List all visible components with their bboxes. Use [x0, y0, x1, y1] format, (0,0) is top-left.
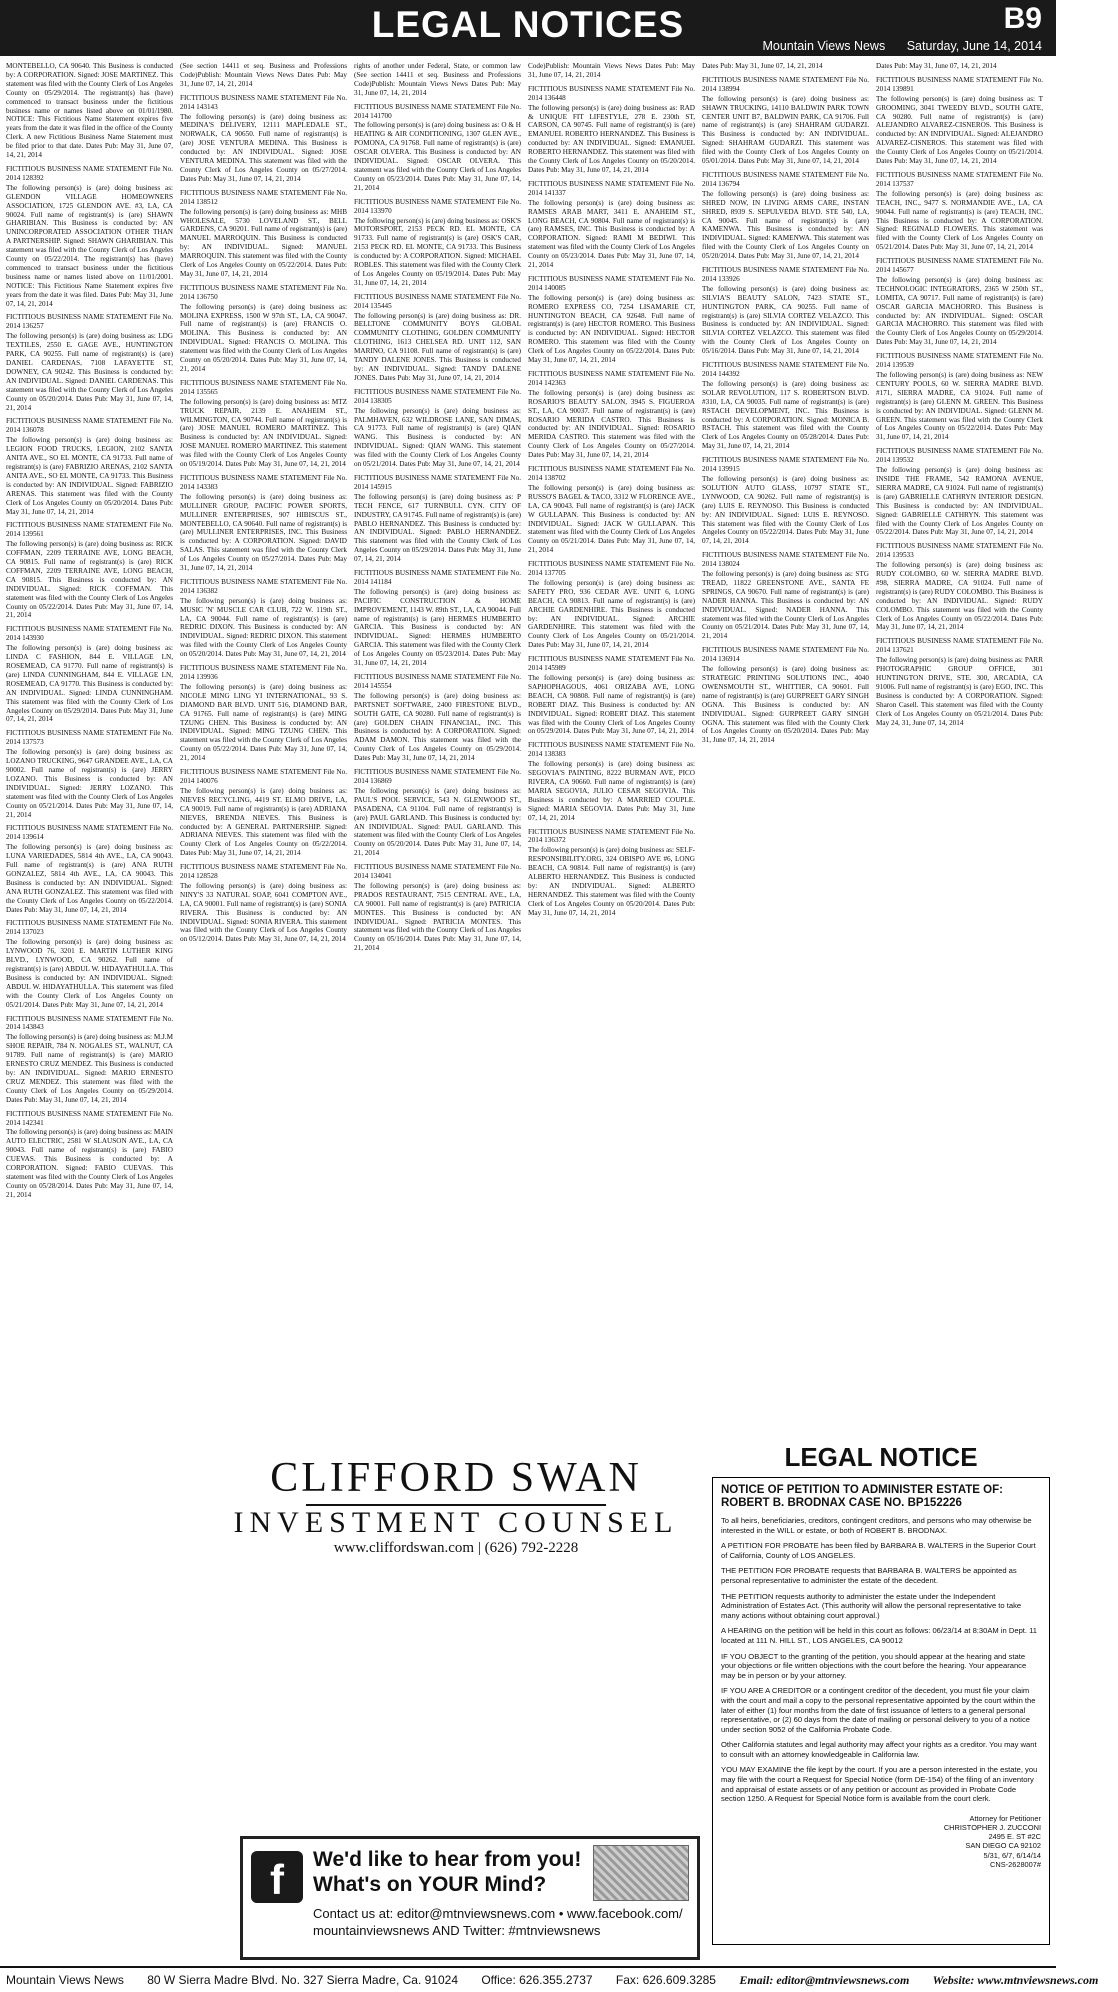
legal-notice-paragraph: IF YOU ARE A CREDITOR or a contingent creditor of the decedent, you must file your claim with the court and mail a copy to the personal representative appointed by the court within the later of either (1) four months from the date of first issuance of letters to a general personal representative, or (2) 60 days from the date of mailing or personal delivery to you of a notice under section 9052 of the California Probate Code.	[721, 1686, 1036, 1734]
issue-date: Saturday, June 14, 2014	[906, 39, 1042, 53]
fictitious-business-notice	[528, 465, 695, 555]
notice-body: The following person(s) is (are) doing business as: MULLINER GROUP, PACIFIC POWER SPORTS, MULLINER ENTERPRISES, 907 HIBISCUS ST., MONTEBELLO, CA 90640. Full name of registrant(s) is (are) MULLINER ENTERPRISES, INC. This Business is conducted by: A CORPORATION. Signed: DAVID SALAS. This statement was filed with the County Clerk of Los Angeles County on 05/27/2014. Dates Pub: May 31, June 07, 14, 21, 2014	[180, 492, 347, 573]
notice-body: The following person(s) is (are) doing business as: LOZANO TRUCKING, 9647 GRANDEE AVE., LA, CA 90002. Full name of registrant(s) is (are) JERRY LOZANO. This Business is conducted by: AN INDIVIDUAL. Signed: JERRY LOZANO. This statement was filed with the County Clerk of Los Angeles County on 05/21/2014. Dates Pub: May 31, June 07, 14, 21, 2014	[6, 748, 173, 819]
notice-body: The following person(s) is (are) doing business as: NINY'S 33 NATURAL SOAP, 6041 COMPTON AVE., LA, CA 90001. Full name of registrant(s) is (are) SONIA RIVERA. This Business is conducted by: AN INDIVIDUAL. Signed: SONIA RIVERA. This statement was filed with the County Clerk of Los Angeles County on 05/12/2014. Dates Pub: May 31, June 07, 14, 21, 2014	[180, 881, 347, 944]
fictitious-business-notice	[6, 625, 173, 724]
notice-body: The following person(s) is (are) doing business as: ROSARIO'S BEAUTY SALON, 3945 S. FIGUEROA ST., LA, CA 90037. Full name of registrant(s) is (are) ROSARIO MERIDA CASTRO. This Business is conducted by: AN INDIVIDUAL. Signed: ROSARIO MERIDA CASTRO. This statement was filed with the County Clerk of Los Angeles County on 05/27/2014. Dates Pub: May 31, June 07, 14, 21, 2014	[528, 388, 695, 460]
notice-body: The following person(s) is (are) doing business as: O & H HEATING & AIR CONDITIONING, 1307 GLEN AVE., POMONA, CA 91768. Full name of registrant(s) is (are) OSCAR OLVERA. This Business is conducted by: AN INDIVIDUAL. Signed: OSCAR OLVERA. This statement was filed with the County Clerk of Los Angeles County on 05/23/2014. Dates Pub: May 31, June 07, 14, 21, 2014	[354, 121, 521, 192]
footer-website[interactable]: Website: www.mtnviewsnews.com	[932, 1973, 1099, 1987]
notice-file-heading: FICTITIOUS BUSINESS NAME STATEMENT File No. 2014 135565	[180, 378, 347, 396]
notice-body: The following person(s) is (are) doing business as: MEDINA'S DELIVERY, 12111 MAPLEDALE ST., NORWALK, CA 90650. Full name of registrant(s) is (are) JOSE VENTURA MEDINA. This Business is conducted by: AN INDIVIDUAL. Signed: JOSE VENTURA MEDINA. This statement was filed with the County Clerk of Los Angeles County on 05/27/2014. Dates Pub: May 31, June 07, 14, 21, 2014	[180, 112, 347, 183]
fictitious-business-notice	[6, 521, 173, 620]
notice-file-heading: FICTITIOUS BUSINESS NAME STATEMENT File No. 2014 139561	[6, 521, 173, 539]
fictitious-business-notice	[6, 417, 173, 516]
notice-file-heading: FICTITIOUS BUSINESS NAME STATEMENT File No. 2014 136448	[528, 84, 695, 102]
notice-body: The following person(s) is (are) doing business as: M.J.M SHOE REPAIR, 784 N. NOGALES ST., WALNUT, CA 91789. Full name of registrant(s) is (are) MARIO ERNESTO CRUZ MENDEZ. This Business is conducted by: AN INDIVIDUAL. Signed: MARIO ERNESTO CRUZ MENDEZ. This statement was filed with the County Clerk of Los Angeles County on 05/29/2014. Dates Pub: May 31, June 07, 14, 21, 2014	[6, 1033, 173, 1104]
fictitious-business-notice	[528, 85, 695, 175]
notice-body: The following person(s) is (are) doing business as: PALMHAVEN, 632 WILDROSE LANE, SAN DIMAS, CA 91773. Full name of registrant(s) is (are) QIAN WANG. This Business is conducted by: AN INDIVIDUAL. Signed: QIAN WANG. This statement was filed with the County Clerk of Los Angeles County on 05/21/2014. Dates Pub: May 31, June 07, 14, 21, 2014	[354, 406, 521, 469]
notice-file-heading: FICTITIOUS BUSINESS NAME STATEMENT File No. 2014 133970	[354, 197, 521, 215]
notice-body: The following person(s) is (are) doing business as: LDG TEXTILES, 2550 E. GAGE AVE., HUNTINGTON PARK, CA 90255. Full name of registrant(s) is (are) DANIEL CARDENAS, 7108 LAFAYETTE ST, DOWNEY, CA 90242. This Business is conducted by: AN INDIVIDUAL. Signed: DANIEL CARDENAS. This statement was filed with the County Clerk of Los Angeles County on 05/20/2014. Dates Pub: May 31, June 07, 14, 21, 2014	[6, 332, 173, 412]
notice-body: The following person(s) is (are) doing business as: NIEVES RECYCLING, 4419 ST. ELMO DRIVE, LA, CA 90019. Full name of registrant(s) is (are) ADRIANA NIEVES, BRENDA NIEVES. This Business is conducted by: A GENERAL PARTNERSHIP. Signed: ADRIANA NIEVES. This statement was filed with the County Clerk of Los Angeles County on 05/22/2014. Dates Pub: May 31, June 07, 14, 21, 2014	[180, 786, 347, 858]
notice-body: The following person(s) is (are) doing business as: OSK'S MOTORSPORT, 2153 PECK RD. EL MONTE, CA 91733. Full name of registrant(s) is (are) OSK'S CAR, 2153 PECK RD. EL MONTE, CA 91733. This Business is conducted by: A CORPORATION. Signed: MICHAEL ROBLES. This statement was filed with the County Clerk of Los Angeles County on 05/19/2014. Dates Pub: May 31, June 07, 14, 21, 2014	[354, 216, 521, 287]
fictitious-business-notice	[354, 293, 521, 383]
fictitious-business-notice	[702, 646, 869, 745]
notice-body: The following person(s) is (are) doing business as: LYNWOOD 76, 3201 E. MARTIN LUTHER KING BLVD., LYNWOOD, CA 90262. Full name of registrant(s) is (are) ABDUL W. HIDAYATHULLA. This Business is conducted by: AN INDIVIDUAL. Signed: ABDUL W. HIDAYATHULLA. This statement was filed with the County Clerk of Los Angeles County on 05/21/2014. Dates Pub: May 31, June 07, 14, 21, 2014	[6, 938, 173, 1009]
footer-fax: Fax: 626.609.3285	[615, 1973, 716, 1987]
legal-notice-paragraph: THE PETITION requests authority to administer the estate under the Independent Administration of Estates Act. (This authority will allow the personal representative to take many actions without obtaining court approval.)	[721, 1591, 1022, 1620]
notice-body: (See section 14411 et seq. Business and Professions Code)Publish: Mountain Views News Dates Pub: May 31, June 07, 14, 21, 2014	[180, 62, 347, 88]
legal-notice-paragraph: IF YOU OBJECT to the granting of the petition, you should appear at the hearing and state your objections or file written objections with the court before the hearing. Your appearance may be in person or by your attorney.	[721, 1651, 1027, 1680]
notice-file-heading: FICTITIOUS BUSINESS NAME STATEMENT File No. 2014 137023	[6, 919, 173, 937]
section-title: LEGAL NOTICES	[371, 4, 685, 45]
notice-body: The following person(s) is (are) doing business as: PAUL'S POOL SERVICE, 543 N. GLENWOOD ST., PASADENA, CA 91104. Full name of registrant(s) is (are) PAUL GARLAND. This Business is conducted by: AN INDIVIDUAL. Signed: PAUL GARLAND. This statement was filed with the County Clerk of Los Angeles County on 05/20/2014. Dates Pub: May 31, June 07, 14, 21, 2014	[354, 786, 521, 858]
notice-body: Code)Publish: Mountain Views News Dates Pub: May 31, June 07, 14, 21, 2014	[528, 62, 695, 79]
attorney-line: Attorney for Petitioner	[969, 1813, 1041, 1823]
fictitious-business-notice	[528, 560, 695, 650]
notice-body: The following person(s) is (are) doing business as: SHRED NOW, IN LIVING ARMS CARE, INSTAN SHRED, 8939 S. SEPULVEDA BLVD. STE 540, LA, CA 90045. Full name of registrant(s) is (are) KAMENWA. This Business is conducted by: AN INDIVIDUAL. Signed: KAMENWA. This statement was filed with the County Clerk of Los Angeles County on 05/20/2014. Dates Pub: May 31, June 07, 14, 21, 2014	[702, 189, 869, 261]
notice-body: The following person(s) is (are) doing business as: NICOLE MING LING YI INTERNATIONAL, 93 S. DIAMOND BAR BLVD. UNIT 516, DIAMOND BAR, CA 91765. Full name of registrant(s) is (are) MING TZUNG CHEN. This Business is conducted by: AN INDIVIDUAL. Signed: MING TZUNG CHEN. This statement was filed with the County Clerk of Los Angeles County on 05/22/2014. Dates Pub: May 31, June 07, 14, 21, 2014	[180, 682, 347, 763]
footer-paper: Mountain Views News	[6, 1973, 124, 1987]
fictitious-business-notice	[876, 62, 1043, 71]
page-footer	[0, 1966, 1099, 1992]
fictitious-business-notice	[354, 103, 521, 193]
footer-address: 80 W Sierra Madre Blvd. No. 327 Sierra Madre, Ca. 91024	[147, 1973, 458, 1987]
fictitious-business-notice	[6, 824, 173, 914]
notice-file-heading: FICTITIOUS BUSINESS NAME STATEMENT File No. 2014 138512	[180, 188, 347, 206]
notice-body: The following person(s) is (are) doing business as: TEACH, INC., 9477 S. NORMANDIE AVE., LA, CA 90044. Full name of registrant(s) is (are) TEACH, INC. This Business is conducted by: A CORPORATION. Signed: REGINALD FLOWERS. This statement was filed with the County Clerk of Los Angeles County on 05/21/2014. Dates Pub: May 31, June 07, 14, 21, 2014	[876, 189, 1043, 252]
notice-file-heading: FICTITIOUS BUSINESS NAME STATEMENT File No. 2014 136257	[6, 313, 173, 331]
notice-body: Dates Pub: May 31, June 07, 14, 21, 2014	[702, 62, 823, 70]
notice-file-heading: FICTITIOUS BUSINESS NAME STATEMENT File No. 2014 138994	[702, 75, 869, 93]
attorney-line: 5/31, 6/7, 6/14/14	[983, 1850, 1041, 1860]
footer-email[interactable]: Email: editor@mtnviewsnews.com	[739, 1973, 910, 1987]
notice-file-heading: FICTITIOUS BUSINESS NAME STATEMENT File No. 2014 137705	[528, 560, 695, 578]
notice-file-heading: FICTITIOUS BUSINESS NAME STATEMENT File No. 2014 144392	[702, 361, 869, 378]
fictitious-business-notice	[180, 62, 347, 89]
notice-body: The following person(s) is (are) doing business as: GLENDON VILLAGE HOMEOWNERS ASSOCIATION, 1725 GLENDON AVE. #3, LA, CA 90024. Full name of registrant(s) is (are) SHAWN GHARIBIAN. This Business is conducted by: AN UNINCORPORATED ASSOCIATION OTHER THAN A PARTNERSHIP. Signed: SHAWN GHARIBIAN. This statement was filed with the County Clerk of Los Angeles County on 05/22/2014. The registrant(s) has (have) commenced to transact business under the fictitious business name or names listed above on 11/01/2001. NOTICE: This Fictitious Name Statement expires five years from the date it was filed. Dates Pub: May 31, June 07, 14, 21, 2014	[6, 183, 173, 308]
fictitious-business-notice	[6, 313, 173, 412]
attorney-block	[721, 1814, 1041, 1869]
fictitious-business-notice	[354, 673, 521, 763]
fictitious-business-notice	[876, 171, 1043, 252]
notice-body: The following person(s) is (are) doing business as: ROMERO EXPRESS CO, 7254 LISAMARIE CT, HUNTINGTON BEACH, CA 92648. Full name of registrant(s) is (are) HECTOR ROMERO. This Business is conducted by: AN INDIVIDUAL. Signed: HECTOR ROMERO. This statement was filed with the County Clerk of Los Angeles County on 05/22/2014. Dates Pub: May 31, June 07, 14, 21, 2014	[528, 293, 695, 365]
fictitious-business-notice	[876, 76, 1043, 166]
notice-file-heading: FICTITIOUS BUSINESS NAME STATEMENT File No. 2014 128528	[180, 863, 347, 881]
notice-file-heading: FICTITIOUS BUSINESS NAME STATEMENT File No. 2014 145554	[354, 673, 521, 690]
attorney-line: CNS-2628007#	[990, 1859, 1041, 1869]
fictitious-business-notice	[6, 729, 173, 819]
notice-column	[876, 62, 1043, 1122]
notice-body: The following person(s) is (are) doing business as: STRATEGIC PRINTING SOLUTIONS INC., 4040 OWENSMOUTH ST., WHITTIER, CA 90601. Full name of registrant(s) is (are) GURPREET GARY SINGH OGNA. This Business is conducted by: AN INDIVIDUAL. Signed: GURPREET GARY SINGH OGNA. This statement was filed with the County Clerk of Los Angeles County on 05/20/2014. Dates Pub: May 31, June 07, 14, 21, 2014	[702, 665, 869, 745]
masthead	[0, 0, 1056, 56]
fictitious-business-notice	[180, 284, 347, 374]
fictitious-business-notice	[528, 180, 695, 270]
notice-body: The following person(s) is (are) doing business as: MTZ TRUCK REPAIR, 2139 E. ANAHEIM ST., WILMINGTON, CA 90744. Full name of registrant(s) is (are) JOSE MANUEL ROMERO MARTINEZ. This Business is conducted by: AN INDIVIDUAL. Signed: JOSE MANUEL ROMERO MARTINEZ. This statement was filed with the County Clerk of Los Angeles County on 05/19/2014. Dates Pub: May 31, June 07, 14, 21, 2014	[180, 397, 347, 469]
fictitious-business-notice	[354, 863, 521, 953]
notice-column	[180, 62, 347, 1442]
fictitious-business-notice	[180, 768, 347, 858]
notice-file-heading: FICTITIOUS BUSINESS NAME STATEMENT File No. 2014 128392	[6, 164, 173, 182]
notice-body: The following person(s) is (are) doing business as: STG TREAD, 11822 GREENSTONE AVE., SANTA FE SPRINGS, CA 90670. Full name of registrant(s) is (are) NADER HANNA. This Business is conducted by: AN INDIVIDUAL. Signed: NADER HANNA. This statement was filed with the County Clerk of Los Angeles County on 05/21/2014. Dates Pub: May 31, June 07, 14, 21, 2014	[702, 570, 869, 641]
ad-contact[interactable]: www.cliffordswan.com | (626) 792-2228	[333, 1540, 579, 1556]
notice-body: The following person(s) is (are) doing business as: SOLAR REVOLUTION, 117 S. ROBERTSON BLVD. #310, LA, CA 90035. Full name of registrant(s) is (are) RSTACH DEVELOPMENT, INC. This Business is conducted by: A CORPORATION. Signed: MONICA B. RSTACH. This statement was filed with the County Clerk of Los Angeles County on 05/28/2014. Dates Pub: May 31, June 07, 14, 21, 2014	[702, 379, 869, 451]
fictitious-business-notice	[6, 1015, 173, 1105]
fictitious-business-notice	[354, 388, 521, 469]
facebook-icon[interactable]: f	[251, 1851, 303, 1903]
notice-file-heading: FICTITIOUS BUSINESS NAME STATEMENT File No. 2014 136078	[6, 417, 173, 435]
notice-file-heading: FICTITIOUS BUSINESS NAME STATEMENT File No. 2014 139891	[876, 75, 1043, 93]
notice-column	[6, 62, 173, 1958]
notice-body: The following person(s) is (are) doing business as: MHB WHOLESALE, 5730 LOVELAND ST., BELL GARDENS, CA 90201. Full name of registrant(s) is (are) MANUEL MARROQUIN. This Business is conducted by: AN INDIVIDUAL. Signed: MANUEL MARROQUIN. This statement was filed with the County Clerk of Los Angeles County on 05/22/2014. Dates Pub: May 31, June 07, 14, 21, 2014	[180, 207, 347, 278]
notice-file-heading: FICTITIOUS BUSINESS NAME STATEMENT File No. 2014 142363	[528, 370, 695, 387]
legal-notice-title: LEGAL NOTICE	[784, 1442, 978, 1472]
notice-file-heading: FICTITIOUS BUSINESS NAME STATEMENT File No. 2014 136382	[180, 577, 347, 595]
fictitious-business-notice	[528, 275, 695, 365]
fictitious-business-notice	[180, 863, 347, 944]
notice-body: The following person(s) is (are) doing business as: PACIFIC CONSTRUCTION & HOME IMPROVEMENT, 1143 W. 89th ST., LA, CA 90044. Full name of registrant(s) is (are) HERMES HUMBERTO GARCIA. This Business is conducted by: AN INDIVIDUAL. Signed: HERMES HUMBERTO GARCIA. This statement was filed with the County Clerk of Los Angeles County on 05/23/2014. Dates Pub: May 31, June 07, 14, 21, 2014	[354, 587, 521, 668]
notice-body: The following person(s) is (are) doing business as: SILVIA'S BEAUTY SALON, 7423 STATE ST., HUNTINGTON PARK, CA 90255. Full name of registrant(s) is (are) SILVIA CORTEZ VELAZCO. This Business is conducted by: AN INDIVIDUAL. Signed: SILVIA CORTEZ VELAZCO. This statement was filed with the County Clerk of Los Angeles County on 05/16/2014. Dates Pub: May 31, June 07, 14, 21, 2014	[702, 284, 869, 356]
legal-notice-paragraph: THE PETITION FOR PROBATE requests that BARBARA B. WALTERS be appointed as personal representative to administer the estate of the decedent.	[721, 1566, 1017, 1585]
notice-file-heading: FICTITIOUS BUSINESS NAME STATEMENT File No. 2014 143843	[6, 1014, 173, 1032]
fictitious-business-notice	[702, 62, 869, 71]
fictitious-business-notice	[702, 361, 869, 451]
fictitious-business-notice	[180, 189, 347, 279]
fictitious-business-notice	[354, 768, 521, 858]
issue-info	[744, 39, 1042, 53]
fictitious-business-notice	[180, 578, 347, 659]
fictitious-business-notice	[354, 474, 521, 564]
ad-company-name: CLIFFORD SWAN	[270, 1455, 642, 1501]
fictitious-business-notice	[702, 171, 869, 261]
notice-column	[354, 62, 521, 1442]
attorney-line: CHRISTOPHER J. ZUCCONI	[943, 1823, 1041, 1833]
feedback-ad[interactable]	[240, 1836, 700, 1960]
legal-notice-paragraph: A HEARING on the petition will be held in this court as follows: 06/23/14 at 8:30AM in Dept. 11 located at 111 N. HILL ST., LOS ANGELES, CA 90012	[721, 1626, 1038, 1645]
feedback-contact[interactable]	[313, 1905, 689, 1939]
notice-file-heading: FICTITIOUS BUSINESS NAME STATEMENT File No. 2014 135445	[354, 292, 521, 310]
notice-file-heading: FICTITIOUS BUSINESS NAME STATEMENT File No. 2014 139915	[702, 456, 869, 474]
notice-file-heading: FICTITIOUS BUSINESS NAME STATEMENT File No. 2014 136750	[180, 283, 347, 301]
fictitious-business-notice	[180, 94, 347, 184]
notice-file-heading: FICTITIOUS BUSINESS NAME STATEMENT File No. 2014 138702	[528, 465, 695, 482]
fictitious-business-notice	[876, 447, 1043, 537]
notice-body: The following person(s) is (are) doing business as: TECHNOLOGIC INTEGRATORS, 2365 W 250th ST., LOMITA, CA 90717. Full name of registrant(s) is (are) OSCAR GARCIA MACHORRO. This Business is conducted by: AN INDIVIDUAL. Signed: OSCAR GARCIA MACHORRO. This statement was filed with the County Clerk of Los Angeles County on 05/29/2014. Dates Pub: May 31, June 07, 14, 21, 2014	[876, 275, 1043, 347]
notice-file-heading: FICTITIOUS BUSINESS NAME STATEMENT File No. 2014 137537	[876, 170, 1043, 188]
fictitious-business-notice	[180, 379, 347, 469]
fictitious-business-notice	[876, 257, 1043, 347]
notice-file-heading: FICTITIOUS BUSINESS NAME STATEMENT File No. 2014 139539	[876, 352, 1043, 370]
notice-file-heading: FICTITIOUS BUSINESS NAME STATEMENT File No. 2014 145915	[354, 473, 521, 491]
notice-file-heading: FICTITIOUS BUSINESS NAME STATEMENT File No. 2014 139533	[876, 542, 1043, 560]
fictitious-business-notice	[180, 474, 347, 573]
fictitious-business-notice	[528, 828, 695, 918]
fictitious-business-notice	[180, 664, 347, 763]
clifford-swan-ad[interactable]	[215, 1448, 697, 1556]
notice-body: The following person(s) is (are) doing business as: SELF-RESPONSIBILITY.ORG, 324 OBISPO AVE #6, LONG BEACH, CA 90814. Full name of registrant(s) is (are) ALBERTO HERNANDEZ. This Business is conducted by: AN INDIVIDUAL. Signed: ALBERTO HERNANDEZ. This statement was filed with the County Clerk of Los Angeles County on 05/20/2014. Dates Pub: May 31, June 07, 14, 21, 2014	[528, 846, 695, 917]
fictitious-business-notice	[876, 352, 1043, 442]
fictitious-business-notice	[354, 198, 521, 288]
fictitious-business-notice	[528, 370, 695, 460]
fictitious-business-notice	[702, 551, 869, 641]
feedback-line-2: What's on YOUR Mind?	[313, 1873, 547, 1896]
notice-file-heading: FICTITIOUS BUSINESS NAME STATEMENT File No. 2014 145989	[528, 655, 695, 673]
notice-file-heading: FICTITIOUS BUSINESS NAME STATEMENT File No. 2014 138024	[702, 551, 869, 569]
attorney-line: 2495 E. ST #2C	[988, 1832, 1041, 1842]
ad-tagline: INVESTMENT COUNSEL	[233, 1506, 679, 1539]
notice-column	[528, 62, 695, 1432]
notice-file-heading: FICTITIOUS BUSINESS NAME STATEMENT File No. 2014 143143	[180, 93, 347, 111]
feedback-headline	[313, 1847, 581, 1897]
notice-body: rights of another under Federal, State, or common law (See section 14411 et seq. Business and Professions Code)Publish: Mountain Views News Dates Pub: May 31, June 07, 14, 21, 2014	[354, 62, 521, 97]
fictitious-business-notice	[702, 456, 869, 546]
notice-body: The following person(s) is (are) doing business as: PARR PHOTOGRAPHIC GROUP OFFICE, 301 HUNTINGTON DRIVE, STE. 300, ARCADIA, CA 91006. Full name of registrant(s) is (are) EGO, INC. This Business is conducted by: A CORPORATION. Signed: Sharon Casell. This statement was filed with the County Clerk of Los Angeles County on 05/21/2014. Dates Pub: May 24, 31, June 07, 14, 2014	[876, 656, 1043, 727]
contact-line-2[interactable]: mountainviewsnews AND Twitter: #mtnviewsnews	[313, 1923, 601, 1938]
notice-file-heading: FICTITIOUS BUSINESS NAME STATEMENT File No. 2014 143930	[6, 625, 173, 643]
notice-file-heading: FICTITIOUS BUSINESS NAME STATEMENT File No. 2014 139614	[6, 824, 173, 842]
legal-notice-paragraph: Other California statutes and legal authority may affect your rights as a creditor. You may want to consult with an attorney knowledgeable in California law.	[721, 1740, 1037, 1759]
fictitious-business-notice	[528, 741, 695, 822]
notice-body: Dates Pub: May 31, June 07, 14, 21, 2014	[876, 62, 997, 70]
notice-body: The following person(s) is (are) doing business as: SHAWN TRUCKING, 14110 BALDWIN PARK TOWN CENTER UNIT B7, BALDWIN PARK, CA 91706. Full name of registrant(s) is (are) SHAHRAM GUDARZI. This Business is conducted by: AN INDIVIDUAL. Signed: SHAHRAM GUDARZI. This statement was filed with the County Clerk of Los Angeles County on 05/01/2014. Dates Pub: May 31, June 07, 14, 21, 2014	[702, 94, 869, 166]
notice-body: The following person(s) is (are) doing business as: MOLINA EXPRESS, 1500 W 97th ST., LA, CA 90047. Full name of registrant(s) is (are) FRANCIS O. MOLINA. This Business is conducted by: AN INDIVIDUAL. Signed: FRANCIS O. MOLINA. This statement was filed with the County Clerk of Los Angeles County on 05/20/2014. Dates Pub: May 31, June 07, 14, 21, 2014	[180, 302, 347, 373]
notice-body: The following person(s) is (are) doing business as: NEW CENTURY POOLS, 60 W. SIERRA MADRE BLVD. #171, SIERRA MADRE, CA 91024. Full name of registrant(s) is (are) GLENN M. GREEN. This Business is conducted by: AN INDIVIDUAL. Signed: GLENN M. GREEN. This statement was filed with the County Clerk of Los Angeles County on 05/22/2014. Dates Pub: May 31, June 07, 14, 21, 2014	[876, 371, 1043, 442]
notice-file-heading: FICTITIOUS BUSINESS NAME STATEMENT File No. 2014 140076	[180, 768, 347, 785]
notice-file-heading: FICTITIOUS BUSINESS NAME STATEMENT File No. 2014 139936	[180, 664, 347, 681]
probate-legal-notice	[712, 1442, 1050, 1952]
contact-line-1[interactable]: Contact us at: editor@mtnviewsnews.com • www.facebook.com/	[313, 1906, 683, 1921]
fictitious-business-notice	[876, 542, 1043, 632]
notice-file-heading: FICTITIOUS BUSINESS NAME STATEMENT File No. 2014 136869	[354, 768, 521, 785]
legal-notice-heading: NOTICE OF PETITION TO ADMINISTER ESTATE OF: ROBERT B. BRODNAX CASE NO. BP152226	[721, 1484, 1003, 1509]
fictitious-business-notice	[354, 62, 521, 98]
megaphone-image	[593, 1845, 689, 1901]
fictitious-business-notice	[528, 62, 695, 80]
fictitious-business-notice	[354, 569, 521, 668]
fictitious-business-notice	[6, 1110, 173, 1200]
notice-file-heading: FICTITIOUS BUSINESS NAME STATEMENT File No. 2014 138305	[354, 387, 521, 405]
notice-file-heading: FICTITIOUS BUSINESS NAME STATEMENT File No. 2014 140085	[528, 274, 695, 292]
notice-body: The following person(s) is (are) doing business as: MUSIC 'N' MUSCLE CAR CLUB, 722 W. 119th ST., LA, CA 90044. Full name of registrant(s) is (are) REDRIC DIXON. This Business is conducted by: AN INDIVIDUAL. Signed: REDRIC DIXON. This statement was filed with the County Clerk of Los Angeles County on 05/20/2014. Dates Pub: May 31, June 07, 14, 21, 2014	[180, 596, 347, 659]
notice-file-heading: FICTITIOUS BUSINESS NAME STATEMENT File No. 2014 136914	[702, 646, 869, 664]
fictitious-business-notice	[6, 919, 173, 1009]
notice-file-heading: FICTITIOUS BUSINESS NAME STATEMENT File No. 2014 134041	[354, 863, 521, 881]
notice-file-heading: FICTITIOUS BUSINESS NAME STATEMENT File No. 2014 141184	[354, 569, 521, 586]
notice-file-heading: FICTITIOUS BUSINESS NAME STATEMENT File No. 2014 142341	[6, 1109, 173, 1127]
page-number: B9	[1003, 2, 1042, 35]
notice-body: The following person(s) is (are) doing business as: SAFETY PRO, 936 CEDAR AVE. UNIT 6, LONG BEACH, CA 90813. Full name of registrant(s) is (are) ARCHIE GARDENHIRE. This Business is conducted by: AN INDIVIDUAL. Signed: ARCHIE GARDENHIRE. This statement was filed with the County Clerk of Los Angeles County on 05/21/2014. Dates Pub: May 31, June 07, 14, 21, 2014	[528, 578, 695, 650]
fictitious-business-notice	[702, 76, 869, 166]
notice-body: The following person(s) is (are) doing business as: LUNA VARIEDADES, 5814 4th AVE., LA, CA 90043. Full name of registrant(s) is (are) ANA RUTH GONZALEZ, 5814 4th AVE., LA, CA 90043. This Business is conducted by: AN INDIVIDUAL. Signed: ANA RUTH GONZALEZ. This statement was filed with the County Clerk of Los Angeles County on 05/22/2014. Dates Pub: May 31, June 07, 14, 21, 2014	[6, 843, 173, 914]
legal-notice-frame	[712, 1477, 1050, 1945]
notice-body: The following person(s) is (are) doing business as: SAPHOPHAGOUS, 4061 ORIZABA AVE, LONG BEACH, CA 90808. Full name of registrant(s) is (are) ROBERT DIAZ. This Business is conducted by: AN INDIVIDUAL. Signed: ROBERT DIAZ. This statement was filed with the County Clerk of Los Angeles County on 05/29/2014. Dates Pub: May 31, June 07, 14, 21, 2014	[528, 674, 695, 736]
notice-file-heading: FICTITIOUS BUSINESS NAME STATEMENT File No. 2014 137573	[6, 729, 173, 747]
notice-body: The following person(s) is (are) doing business as: INSIDE THE FRAME, 542 RAMONA AVENUE, SIERRA MADRE, CA 91024. Full name of registrant(s) is (are) GABRIELLE CATHRYN INTERIOR DESIGN. This Business is conducted by: AN INDIVIDUAL. Signed: GABRIELLE CATHRYN. This statement was filed with the County Clerk of Los Angeles County on 05/22/2014. Dates Pub: May 31, June 07, 14, 21, 2014	[876, 466, 1043, 537]
notice-body: The following person(s) is (are) doing business as: RUDY COLOMBO, 60 W. SIERRA MADRE BLVD. #98, SIERRA MADRE, CA 91024. Full name of registrant(s) is (are) RUDY COLOMBO. This Business is conducted by: AN INDIVIDUAL. Signed: RUDY COLOMBO. This statement was filed with the County Clerk of Los Angeles County on 05/22/2014. Dates Pub: May 31, June 07, 14, 21, 2014	[876, 561, 1043, 632]
legal-notice-paragraph: To all heirs, beneficiaries, creditors, contingent creditors, and persons who may otherwise be interested in the WILL or estate, or both of ROBERT B. BRODNAX.	[721, 1516, 1032, 1535]
legal-notice-paragraph: A PETITION FOR PROBATE has been filed by BARBARA B. WALTERS in the Superior Court of California, County of LOS ANGELES.	[721, 1541, 1036, 1560]
fictitious-business-notice	[6, 62, 173, 160]
fictitious-business-notice	[876, 637, 1043, 727]
notice-column	[702, 62, 869, 1122]
notice-file-heading: FICTITIOUS BUSINESS NAME STATEMENT File No. 2014 137621	[876, 637, 1043, 655]
fictitious-business-notice	[702, 266, 869, 356]
notice-body: The following person(s) is (are) doing business as: P TECH FENCE, 617 TURNBULL CYN. CITY OF INDUSTRY, CA 91745. Full name of registrant(s) is (are) PABLO HERNANDEZ. This Business is conducted by: AN INDIVIDUAL. Signed: PABLO HERNANDEZ. This statement was filed with the County Clerk of Los Angeles County on 05/29/2014. Dates Pub: May 31, June 07, 14, 21, 2014	[354, 492, 521, 564]
notice-file-heading: FICTITIOUS BUSINESS NAME STATEMENT File No. 2014 136372	[528, 827, 695, 845]
paper-name: Mountain Views News	[762, 39, 886, 53]
notice-body: The following person(s) is (are) doing business as: SEGOVIA'S PAINTING, 8222 BURMAN AVE, PICO RIVERA, CA 90660. Full name of registrant(s) is (are) MARIA SEGOVIA, JULIO CESAR SEGOVIA. This Business is conducted by: A MARRIED COUPLE. Signed: MARIA SEGOVIA. Dates Pub: May 31, June 07, 14, 21, 2014	[528, 760, 695, 822]
notice-file-heading: FICTITIOUS BUSINESS NAME STATEMENT File No. 2014 143383	[180, 473, 347, 491]
notice-body: The following person(s) is (are) doing business as: RAMSES ARAB MART, 3411 E. ANAHEIM ST., LONG BEACH, CA 90804. Full name of registrant(s) is (are) RAMSES, INC. This Business is conducted by: A CORPORATION. Signed: RAMI M BEDIWI. This statement was filed with the County Clerk of Los Angeles County on 05/23/2014. Dates Pub: May 31, June 07, 14, 21, 2014	[528, 198, 695, 270]
notice-body: The following person(s) is (are) doing business as: PARTSNET SOFTWARE, 2400 FIRESTONE BLVD., SOUTH GATE, CA 90280. Full name of registrant(s) is (are) GOLDEN CHAIN FINANCIAL, INC. This Business is conducted by: A CORPORATION. Signed: ADAM DAMON. This statement was filed with the County Clerk of Los Angeles County on 05/29/2014. Dates Pub: May 31, June 07, 14, 21, 2014	[354, 691, 521, 763]
notice-file-heading: FICTITIOUS BUSINESS NAME STATEMENT File No. 2014 136794	[702, 170, 869, 188]
notice-body: The following person(s) is (are) doing business as: PRADOS RESTAURANT, 7515 CENTRAL AVE., LA, CA 90001. Full name of registrant(s) is (are) PATRICIA MONTES. This Business is conducted by: AN INDIVIDUAL. Signed: PATRICIA MONTES. This statement was filed with the County Clerk of Los Angeles County on 05/16/2014. Dates Pub: May 31, June 07, 14, 21, 2014	[354, 881, 521, 953]
notice-file-heading: FICTITIOUS BUSINESS NAME STATEMENT File No. 2014 145677	[876, 257, 1043, 275]
feedback-line-1: We'd like to hear from you!	[313, 1848, 582, 1871]
notice-file-heading: FICTITIOUS BUSINESS NAME STATEMENT File No. 2014 139532	[876, 447, 1043, 465]
notice-body: The following person(s) is (are) doing business as: LINDA C FASHION, 844 E. VILLAGE LN, ROSEMEAD, CA 91770. Full name of registrant(s) is (are) LINDA CUNNINGHAM, 844 E. VILLAGE LN, ROSEMEAD, CA 91770. This Business is conducted by: AN INDIVIDUAL. Signed: LINDA CUNNINGHAM. This statement was filed with the County Clerk of Los Angeles County on 05/29/2014. Dates Pub: May 31, June 07, 14, 21, 2014	[6, 644, 173, 724]
notice-body: The following person(s) is (are) doing business as: LEGION FOOD TRUCKS, LEGION, 2102 SANTA ANITA AVE., SO EL MONTE, CA 91733. Full name of registrant(s) is (are) FABRIZIO ARENAS, 2102 SANTA ANITA AVE., SO EL MONTE, CA 91733. This Business is conducted by: AN INDIVIDUAL. Signed: FABRIZIO ARENAS. This statement was filed with the County Clerk of Los Angeles County on 05/20/2014. Dates Pub: May 31, June 07, 14, 21, 2014	[6, 436, 173, 516]
notice-body: The following person(s) is (are) doing business as: RUSSO'S BAGEL & TACO, 3312 W FLORENCE AVE., LA, CA 90043. Full name of registrant(s) is (are) JACK W GULLAPAN. This Business is conducted by: AN INDIVIDUAL. Signed: JACK W GULLAPAN. This statement was filed with the County Clerk of Los Angeles County on 05/21/2014. Dates Pub: May 31, June 07, 14, 21, 2014	[528, 483, 695, 555]
notice-file-heading: FICTITIOUS BUSINESS NAME STATEMENT File No. 2014 141700	[354, 102, 521, 120]
legal-notice-paragraph: YOU MAY EXAMINE the file kept by the court. If you are a person interested in the estate, you may file with the court a Request for Special Notice (form DE-154) of the filing of an inventory and appraisal of estate assets or of any petition or account as provided in Probate Code section 1250. A Request for Special Notice form is available from the court clerk.	[721, 1765, 1038, 1804]
notice-body: The following person(s) is (are) doing business as: RAD & UNIQUE FIT LIFESTYLE, 278 E. 230th ST, CARSON, CA 90745. Full name of registrant(s) is (are) EMANUEL ROBERTO HERNANDEZ. This Business is conducted by: AN INDIVIDUAL. Signed: EMANUEL ROBERTO HERNANDEZ. This statement was filed with the County Clerk of Los Angeles County on 05/20/2014. Dates Pub: May 31, June 07, 14, 21, 2014	[528, 103, 695, 174]
notice-file-heading: FICTITIOUS BUSINESS NAME STATEMENT File No. 2014 133926	[702, 266, 869, 283]
notice-file-heading: FICTITIOUS BUSINESS NAME STATEMENT File No. 2014 141337	[528, 179, 695, 197]
notice-body: The following person(s) is (are) doing business as: DR. BELLTONE COMMUNITY BOYS GLOBAL COMMUNITY CLOTHING, GOLDEN COMMUNITY CLOTHING, 1613 CHELSEA RD. UNIT 112, SAN MARINO, CA 91108. Full name of registrant(s) is (are) TANDY DALENE JONES. This Business is conducted by: AN INDIVIDUAL. Signed: TANDY DALENE JONES. Dates Pub: May 31, June 07, 14, 21, 2014	[354, 311, 521, 382]
notice-body: The following person(s) is (are) doing business as: SOLUTION AUTO GLASS, 10797 STATE ST., LYNWOOD, CA 90262. Full name of registrant(s) is (are) LUIS E. REYNOSO. This Business is conducted by: AN INDIVIDUAL. Signed: LUIS E. REYNOSO. This statement was filed with the County Clerk of Los Angeles County on 05/22/2014. Dates Pub: May 31, June 07, 14, 21, 2014	[702, 474, 869, 546]
fictitious-business-notice	[528, 655, 695, 736]
notice-body: MONTEBELLO, CA 90640. This Business is conducted by: A CORPORATION. Signed: JOSE MARTINEZ. This statement was filed with the County Clerk of Los Angeles County on 05/29/2014. The registrant(s) has (have) commenced to transact business under the fictitious business name or names listed above on 01/01/1980. NOTICE: This Fictitious Name Statement expires five years from the date it was filed in the office of the County Clerk. A new Fictitious Business Name Statement must be filed prior to that date. Dates Pub: May 31, June 07, 14, 21, 2014	[6, 62, 173, 160]
attorney-line: SAN DIEGO CA 92102	[965, 1841, 1041, 1851]
footer-office: Office: 626.355.2737	[481, 1973, 593, 1987]
fictitious-business-notice	[6, 165, 173, 309]
notice-file-heading: FICTITIOUS BUSINESS NAME STATEMENT File No. 2014 138383	[528, 741, 695, 759]
notice-body: The following person(s) is (are) doing business as: RICK COFFMAN, 2209 TERRAINE AVE, LONG BEACH, CA 90815. Full name of registrant(s) is (are) RICK COFFMAN, 2209 TERRAINE AVE, LONG BEACH, CA 90815. This Business is conducted by: AN INDIVIDUAL. Signed: RICK COFFMAN. This statement was filed with the County Clerk of Los Angeles County on 05/22/2014. Dates Pub: May 31, June 07, 14, 21, 2014	[6, 540, 173, 620]
notice-body: The following person(s) is (are) doing business as: T GROOMING, 3041 TWEEDY BLVD., SOUTH GATE, CA 90280. Full name of registrant(s) is (are) ALEJANDRO ALVAREZ-CISNEROS. This Business is conducted by: AN INDIVIDUAL. Signed: ALEJANDRO ALVAREZ-CISNEROS. This statement was filed with the County Clerk of Los Angeles County on 05/21/2014. Dates Pub: May 31, June 07, 14, 21, 2014	[876, 94, 1043, 166]
notice-body: The following person(s) is (are) doing business as: MAIN AUTO ELECTRIC, 2581 W SLAUSON AVE., LA, CA 90043. Full name of registrant(s) is (are) FABIO CUEVAS. This Business is conducted by: A CORPORATION. Signed: FABIO CUEVAS. This statement was filed with the County Clerk of Los Angeles County on 05/28/2014. Dates Pub: May 31, June 07, 14, 21, 2014	[6, 1128, 173, 1199]
